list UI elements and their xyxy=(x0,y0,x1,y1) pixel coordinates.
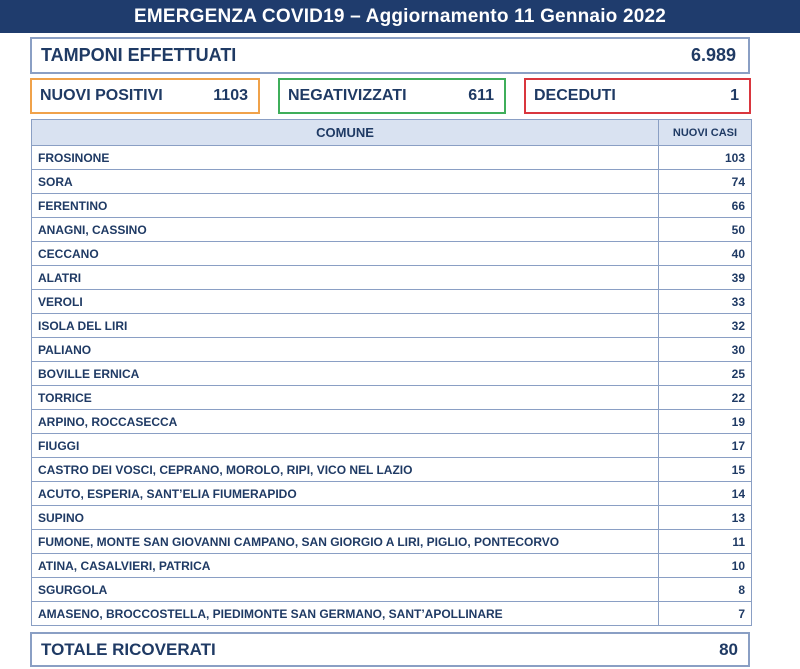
comune-cell: CASTRO DEI VOSCI, CEPRANO, MOROLO, RIPI, VICO NEL LAZIO xyxy=(32,458,659,482)
negativizzati-box xyxy=(278,78,506,114)
totale-ricoverati-label: TOTALE RICOVERATI xyxy=(41,639,216,659)
table-row xyxy=(32,602,752,626)
comune-cell: FIUGGI xyxy=(32,434,659,458)
page-header xyxy=(0,0,800,33)
casi-cell: 13 xyxy=(659,506,752,530)
casi-cell: 32 xyxy=(659,314,752,338)
casi-cell: 39 xyxy=(659,266,752,290)
table-row xyxy=(32,362,752,386)
table-row xyxy=(32,170,752,194)
casi-cell: 25 xyxy=(659,362,752,386)
comune-cell: ALATRI xyxy=(32,266,659,290)
header-comune: COMUNE xyxy=(32,120,659,146)
comune-cell: PALIANO xyxy=(32,338,659,362)
casi-cell: 40 xyxy=(659,242,752,266)
comune-cell: SORA xyxy=(32,170,659,194)
tamponi-box xyxy=(30,37,750,74)
table-row xyxy=(32,194,752,218)
casi-cell: 10 xyxy=(659,554,752,578)
table-row xyxy=(32,554,752,578)
casi-cell: 11 xyxy=(659,530,752,554)
comune-cell: ARPINO, ROCCASECCA xyxy=(32,410,659,434)
casi-cell: 30 xyxy=(659,338,752,362)
comune-cell: SGURGOLA xyxy=(32,578,659,602)
casi-cell: 14 xyxy=(659,482,752,506)
casi-cell: 66 xyxy=(659,194,752,218)
nuovi-positivi-box xyxy=(30,78,260,114)
negativizzati-value: 611 xyxy=(468,87,494,104)
nuovi-positivi-value: 1103 xyxy=(213,87,248,104)
table-row xyxy=(32,266,752,290)
page-title: EMERGENZA COVID19 – Aggiornamento 11 Gennaio 2022 xyxy=(133,5,667,27)
table-row xyxy=(32,290,752,314)
casi-cell: 8 xyxy=(659,578,752,602)
totale-ricoverati-value: 80 xyxy=(719,639,738,659)
comune-cell: FROSINONE xyxy=(32,146,659,170)
table-row xyxy=(32,242,752,266)
comune-cell: ACUTO, ESPERIA, SANT’ELIA FIUMERAPIDO xyxy=(32,482,659,506)
table-row xyxy=(32,386,752,410)
comune-cell: FERENTINO xyxy=(32,194,659,218)
table-header-row xyxy=(32,120,752,146)
casi-cell: 15 xyxy=(659,458,752,482)
casi-cell: 103 xyxy=(659,146,752,170)
negativizzati-label: NEGATIVIZZATI xyxy=(288,87,407,104)
comune-cell: BOVILLE ERNICA xyxy=(32,362,659,386)
table-row xyxy=(32,530,752,554)
deceduti-value: 1 xyxy=(730,87,739,104)
table-row xyxy=(32,482,752,506)
casi-cell: 74 xyxy=(659,170,752,194)
comune-cell: ISOLA DEL LIRI xyxy=(32,314,659,338)
casi-cell: 22 xyxy=(659,386,752,410)
comune-cell: SUPINO xyxy=(32,506,659,530)
table-row xyxy=(32,314,752,338)
comune-cell: ATINA, CASALVIERI, PATRICA xyxy=(32,554,659,578)
casi-cell: 33 xyxy=(659,290,752,314)
nuovi-positivi-label: NUOVI POSITIVI xyxy=(40,87,163,104)
tamponi-label: TAMPONI EFFETTUATI xyxy=(41,45,237,65)
table-row xyxy=(32,458,752,482)
deceduti-label: DECEDUTI xyxy=(534,87,616,104)
table-row xyxy=(32,338,752,362)
header-nuovi-casi: NUOVI CASI xyxy=(659,120,752,146)
comuni-table xyxy=(31,119,752,626)
comune-cell: CECCANO xyxy=(32,242,659,266)
casi-cell: 50 xyxy=(659,218,752,242)
totale-ricoverati-box xyxy=(30,632,750,667)
comune-cell: VEROLI xyxy=(32,290,659,314)
comune-cell: TORRICE xyxy=(32,386,659,410)
table-row xyxy=(32,218,752,242)
table-row xyxy=(32,146,752,170)
table-row xyxy=(32,578,752,602)
comune-cell: ANAGNI, CASSINO xyxy=(32,218,659,242)
comune-cell: FUMONE, MONTE SAN GIOVANNI CAMPANO, SAN GIORGIO A LIRI, PIGLIO, PONTECORVO xyxy=(32,530,659,554)
table-row xyxy=(32,434,752,458)
table-row xyxy=(32,506,752,530)
casi-cell: 17 xyxy=(659,434,752,458)
deceduti-box xyxy=(524,78,751,114)
casi-cell: 19 xyxy=(659,410,752,434)
tamponi-value: 6.989 xyxy=(690,45,736,65)
casi-cell: 7 xyxy=(659,602,752,626)
comune-cell: AMASENO, BROCCOSTELLA, PIEDIMONTE SAN GERMANO, SANT’APOLLINARE xyxy=(32,602,659,626)
table-row xyxy=(32,410,752,434)
